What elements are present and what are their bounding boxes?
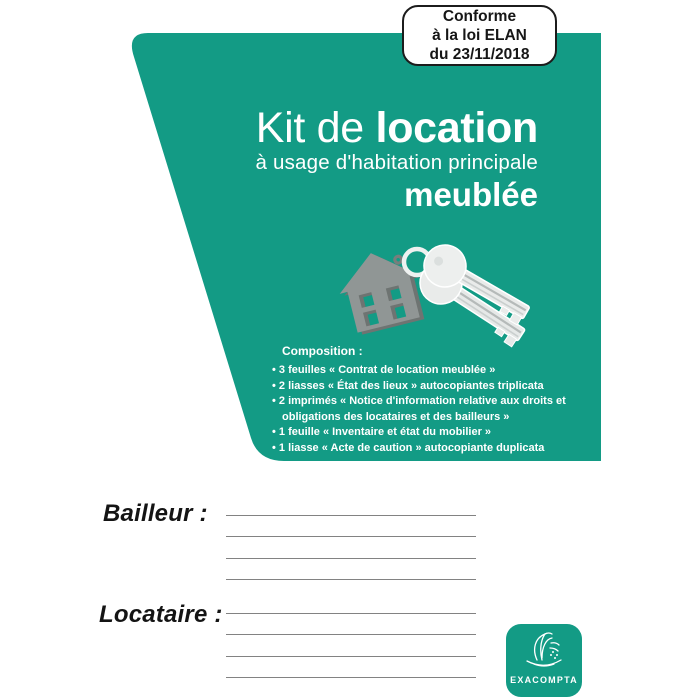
locataire-write-lines bbox=[226, 592, 476, 678]
bailleur-label: Bailleur : bbox=[103, 500, 208, 527]
exacompta-logo bbox=[506, 624, 582, 697]
write-in-line bbox=[226, 537, 476, 559]
composition-heading: Composition : bbox=[282, 344, 363, 358]
badge-line-1: Conforme bbox=[442, 8, 517, 25]
product-subtitle: à usage d'habitation principale bbox=[255, 151, 538, 174]
locataire-label: Locataire : bbox=[99, 601, 223, 628]
exacompta-emblem-icon bbox=[520, 629, 568, 673]
product-title bbox=[180, 106, 538, 151]
law-compliance-badge bbox=[402, 5, 557, 66]
write-in-line bbox=[226, 494, 476, 516]
write-in-line bbox=[226, 657, 476, 679]
product-title-regular: Kit de bbox=[255, 104, 376, 152]
composition-item: • 2 liasses « État des lieux » autocopiantes triplicata bbox=[272, 379, 594, 395]
composition-list bbox=[272, 344, 594, 456]
badge-line-3: du 23/11/2018 bbox=[429, 46, 530, 63]
house-keychain-with-two-keys-icon bbox=[328, 236, 548, 332]
write-in-line bbox=[226, 592, 476, 614]
badge-line-2: à la loi ELAN bbox=[432, 27, 527, 44]
composition-item: • 2 imprimés « Notice d'information relative aux droits et obligations des locataires et des bailleurs » bbox=[272, 394, 594, 425]
write-in-line bbox=[226, 635, 476, 657]
key-upper-icon bbox=[416, 237, 537, 331]
exacompta-wordmark: EXACOMPTA bbox=[510, 675, 578, 685]
composition-item: • 1 feuille « Inventaire et état du mobilier » bbox=[272, 425, 594, 441]
write-in-line bbox=[226, 559, 476, 581]
write-in-line bbox=[226, 614, 476, 636]
write-in-line bbox=[226, 516, 476, 538]
composition-item: • 3 feuilles « Contrat de location meublée » bbox=[272, 363, 594, 379]
bailleur-write-lines bbox=[226, 494, 476, 580]
product-variant: meublée bbox=[404, 176, 538, 213]
product-title-bold: location bbox=[375, 104, 538, 152]
house-keychain bbox=[332, 242, 432, 337]
composition-item: • 1 liasse « Acte de caution » autocopiante duplicata bbox=[272, 441, 594, 457]
